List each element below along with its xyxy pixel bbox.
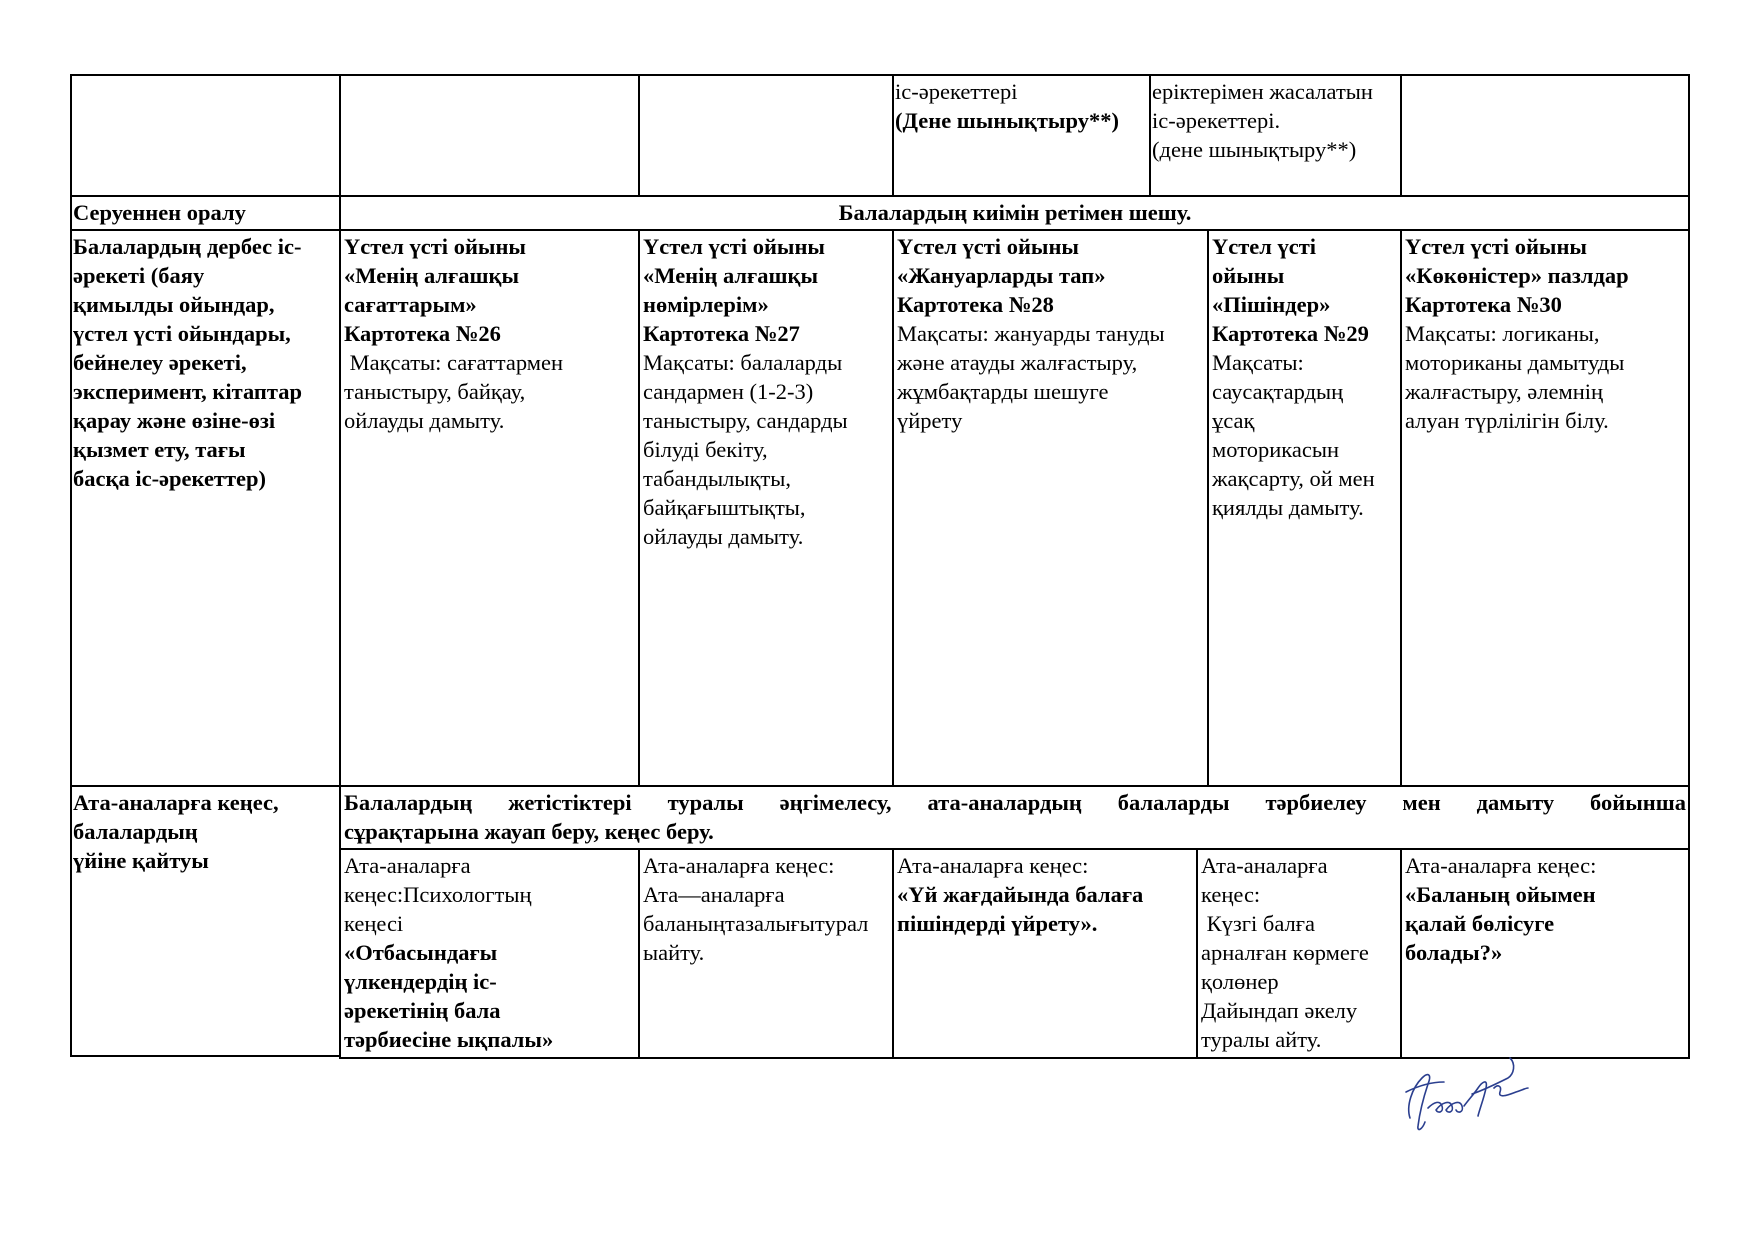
text-line: Ата-аналарға bbox=[1201, 853, 1328, 878]
text-line: бейнелеу әрекеті, bbox=[73, 350, 247, 375]
text-line: Ата-аналарға bbox=[344, 853, 471, 878]
text-line: сағаттарым» bbox=[344, 292, 477, 317]
text-line: қалай бөлісуге bbox=[1405, 911, 1555, 936]
text-line: саусақтардың bbox=[1212, 379, 1344, 404]
text-line: Мақсаты: сағаттармен bbox=[344, 350, 564, 375]
text-line: әрекетінің бала bbox=[344, 998, 501, 1023]
text-line: ұсақ bbox=[1212, 408, 1255, 433]
text-line: іс-әрекеттері bbox=[895, 79, 1018, 104]
text-line: әрекеті (баяу bbox=[73, 263, 205, 288]
handwritten-signature bbox=[1398, 1048, 1538, 1138]
text-line: қиялды дамыту. bbox=[1212, 495, 1364, 520]
text-line: эксперимент, кітаптар bbox=[73, 379, 302, 404]
text-line: Мақсаты: жануарды тануды bbox=[897, 321, 1165, 346]
text-line: басқа іс-әрекеттер) bbox=[73, 466, 267, 491]
text-line: Күзгі балға bbox=[1201, 911, 1315, 936]
parents-advice-label bbox=[70, 787, 340, 1055]
text-line: ойыны bbox=[1212, 263, 1285, 288]
text-line: болады?» bbox=[1405, 940, 1503, 965]
text-line: кеңес: bbox=[1201, 882, 1261, 907]
text-line: жақсарту, ой мен bbox=[1212, 466, 1375, 491]
text-line: «Менің алғашқы bbox=[344, 263, 520, 288]
text-line: туралы айту. bbox=[1201, 1027, 1322, 1052]
text-line: Үстел үсті ойыны bbox=[643, 234, 825, 259]
text-line: және атауды жалғастыру, bbox=[897, 350, 1138, 375]
text-line: Ата-аналарға кеңес, bbox=[73, 790, 279, 815]
text-line: балалардың bbox=[73, 819, 198, 844]
text-line: Ата-аналарға кеңес: bbox=[897, 853, 1089, 878]
text-line: арналған көрмеге bbox=[1201, 940, 1369, 965]
text-line: баланыңтазалығытурал bbox=[643, 911, 869, 936]
parents-day-1 bbox=[341, 850, 639, 1057]
text-line: «Көкөністер» пазлдар bbox=[1405, 263, 1629, 288]
text-line: Балалардың дербес іс- bbox=[73, 234, 302, 259]
text-line: Картотека №27 bbox=[643, 321, 800, 346]
text-line: Ата-аналарға кеңес: bbox=[643, 853, 835, 878]
text-line: Картотека №26 bbox=[344, 321, 501, 346]
text-line: кеңесі bbox=[344, 911, 404, 936]
text-line: Балалардың жетістіктері туралы әңгімелесу, ата-аналардың балаларды тәрбиелеу мен дамыту бойынша bbox=[344, 790, 1686, 815]
text-line: Картотека №29 bbox=[1212, 321, 1369, 346]
text-line: «Үй жағдайында балаға bbox=[897, 882, 1144, 907]
parents-day-3 bbox=[894, 850, 1197, 1057]
top-row-activity-cell bbox=[892, 76, 1150, 194]
text-line: еріктерімен жасалатын bbox=[1152, 79, 1373, 104]
text-line: білуді бекіту, bbox=[643, 437, 768, 462]
text-line: үйрету bbox=[897, 408, 963, 433]
text-line: нөмірлерім» bbox=[643, 292, 769, 317]
return-walk-label: Серуеннен оралу bbox=[73, 200, 246, 225]
independent-day-1 bbox=[341, 231, 639, 785]
text-line: үстел үсті ойындары, bbox=[73, 321, 291, 346]
independent-day-4 bbox=[1209, 231, 1401, 785]
text-line: пішіндерді үйрету». bbox=[897, 911, 1098, 936]
text-line: таныстыру, байқау, bbox=[344, 379, 526, 404]
text-line: ойлауды дамыту. bbox=[344, 408, 505, 433]
text-line: жалғастыру, әлемнің bbox=[1405, 379, 1604, 404]
text-line: тәрбиесіне ықпалы» bbox=[344, 1027, 554, 1052]
return-walk-content: Балалардың киімін ретімен шешу. bbox=[838, 200, 1192, 225]
text-line: таныстыру, сандарды bbox=[643, 408, 848, 433]
text-line: Үстел үсті bbox=[1212, 234, 1317, 259]
text-line: «Отбасындағы bbox=[344, 940, 498, 965]
text-line: қолөнер bbox=[1201, 969, 1279, 994]
text-line: іс-әрекеттері. bbox=[1152, 108, 1281, 133]
text-line: ойлауды дамыту. bbox=[643, 524, 804, 549]
text-line: Картотека №28 bbox=[897, 292, 1054, 317]
text-line: Мақсаты: логиканы, bbox=[1405, 321, 1600, 346]
text-line: сұрақтарына жауап беру, кеңес беру. bbox=[344, 819, 714, 844]
text-line: «Менің алғашқы bbox=[643, 263, 819, 288]
text-line: «Пішіндер» bbox=[1212, 292, 1331, 317]
parents-common-advice bbox=[341, 787, 1688, 848]
text-line: жұмбақтарды шешуге bbox=[897, 379, 1109, 404]
text-line: Ата—аналарға bbox=[643, 882, 785, 907]
text-line: Дайындап әкелу bbox=[1201, 998, 1358, 1023]
text-line: моторикасын bbox=[1212, 437, 1339, 462]
text-line: «Баланың ойымен bbox=[1405, 882, 1596, 907]
independent-day-3 bbox=[894, 231, 1208, 785]
top-row-voluntary-cell bbox=[1149, 76, 1402, 194]
parents-day-5 bbox=[1402, 850, 1688, 1057]
text-line: «Жануарларды тап» bbox=[897, 263, 1106, 288]
text-line: ыайту. bbox=[643, 940, 705, 965]
text-line: моториканы дамытуды bbox=[1405, 350, 1625, 375]
parents-day-2 bbox=[640, 850, 893, 1057]
independent-activity-label bbox=[70, 231, 340, 785]
text-line: сандармен (1-2-3) bbox=[643, 379, 814, 404]
parents-day-4 bbox=[1198, 850, 1401, 1057]
text-line: қимылды ойындар, bbox=[73, 292, 275, 317]
text-line: қызмет ету, тағы bbox=[73, 437, 246, 462]
text-line: Үстел үсті ойыны bbox=[1405, 234, 1587, 259]
text-line: Мақсаты: балаларды bbox=[643, 350, 843, 375]
text-line: Ата-аналарға кеңес: bbox=[1405, 853, 1597, 878]
text-line: (дене шынықтыру**) bbox=[1152, 137, 1357, 162]
text-line: кеңес:Психологтың bbox=[344, 882, 532, 907]
independent-day-2 bbox=[640, 231, 893, 785]
text-line: Мақсаты: bbox=[1212, 350, 1304, 375]
text-line: байқағыштықты, bbox=[643, 495, 806, 520]
text-line: алуан түрлілігін білу. bbox=[1405, 408, 1609, 433]
text-line: (Дене шынықтыру**) bbox=[895, 108, 1119, 133]
text-line: Картотека №30 bbox=[1405, 292, 1562, 317]
text-line: Үстел үсті ойыны bbox=[897, 234, 1079, 259]
text-line: табандылықты, bbox=[643, 466, 791, 491]
text-line: қарау және өзіне-өзі bbox=[73, 408, 276, 433]
text-line: үйіне қайтуы bbox=[73, 848, 209, 873]
independent-day-5 bbox=[1402, 231, 1688, 785]
text-line: Үстел үсті ойыны bbox=[344, 234, 526, 259]
text-line: үлкендердің іс- bbox=[344, 969, 497, 994]
